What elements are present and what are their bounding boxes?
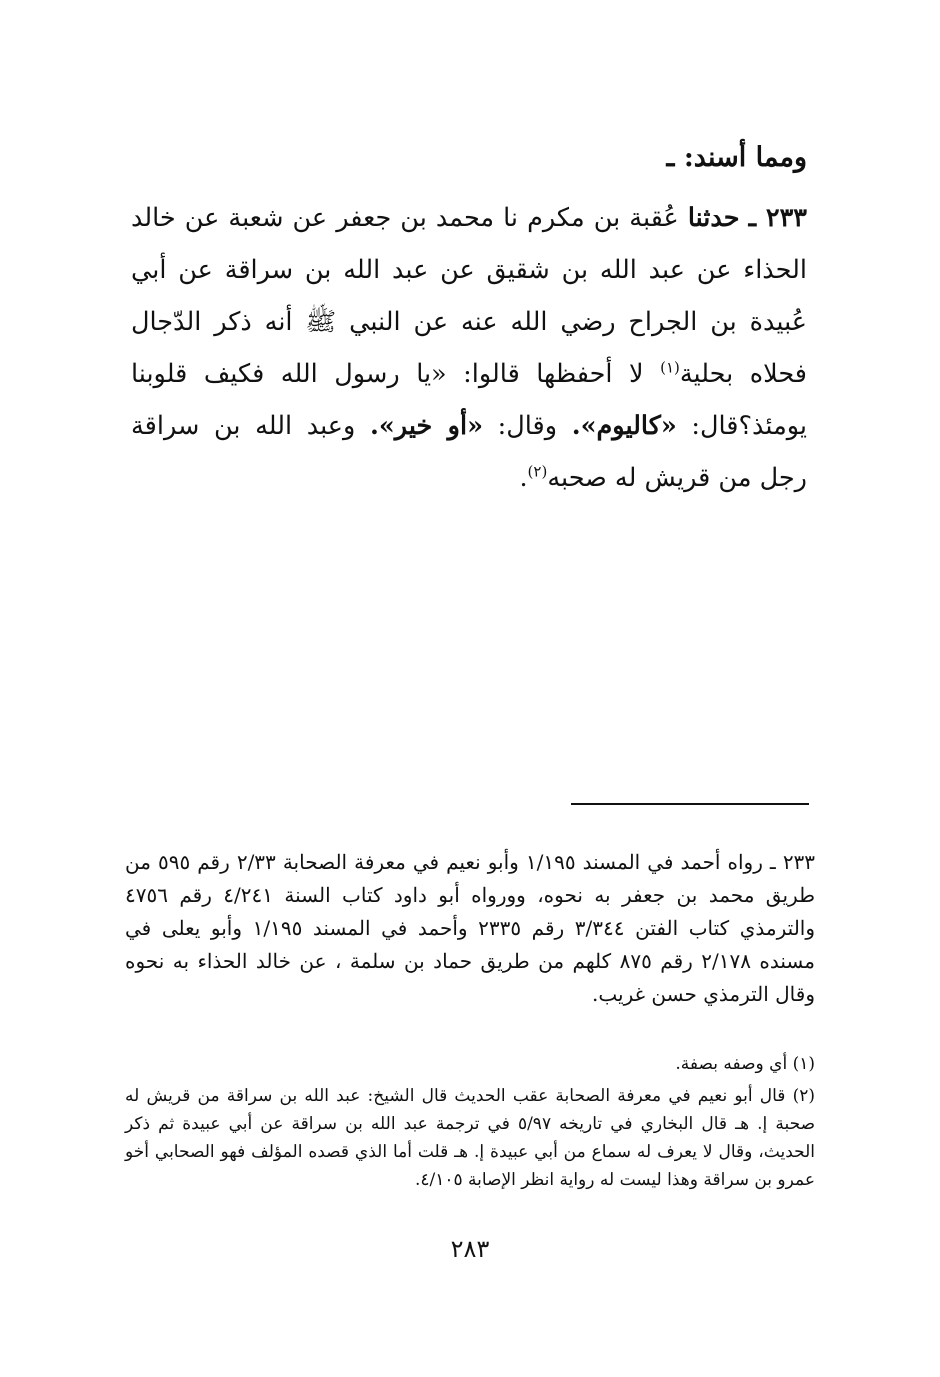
hadith-quote-2: «أو خير». <box>369 411 484 441</box>
hadith-text-part-1: عُقبة بن مكرم نا محمد بن جعفر عن شعبة عن خالد الحذاء عن عبد الله بن شقيق عن عبد الله بن سراقة عن أبي عُبيدة بن الجراح رضي الله عنه عن النبي ﷺ أنه ذكر الدّجال فحلاه بحلية <box>131 203 807 389</box>
footnotes-list <box>125 1050 815 1198</box>
hadith-lead: حدثنا <box>687 203 740 233</box>
takhrij-note: ٢٣٣ ـ رواه أحمد في المسند ١/١٩٥ وأبو نعيم في معرفة الصحابة ٢/٣٣ رقم ٥٩٥ من طريق محمد بن جعفر به نحوه، وورواه أبو داود كتاب السنة ٤/٢٤١ رقم ٤٧٥٦ والترمذي كتاب الفتن ٣/٣٤٤ رقم ٢٣٣٥ وأحمد في المسند ١/١٩٥ وأبو يعلى في مسنده ٢/١٧٨ رقم ٨٧٥ كلهم من طريق حماد بن سلمة ، عن خالد الحذاء به نحوه وقال الترمذي حسن غريب. <box>125 850 816 1006</box>
footnote-marker-2: (٢) <box>527 462 548 481</box>
hadith-text-part-5: . <box>519 463 528 493</box>
page-number: ٢٨٣ <box>450 1235 490 1263</box>
hadith-text-part-3: وقال: <box>497 411 558 441</box>
hadith-number: ٢٣٣ ـ <box>748 203 807 233</box>
hadith-text-part-4: وعبد الله بن سراقة رجل من قريش له صحبه <box>131 411 807 493</box>
hadith-quote-1: «كاليوم». <box>571 411 677 441</box>
hadith-text-part-2: لا أحفظها قالوا: «يا رسول الله فكيف قلوبنا يومئذ؟قال: <box>131 359 808 441</box>
section-heading: ومما أسند: ـ <box>666 142 807 173</box>
hadith-text <box>131 192 807 504</box>
footnote-2: (٢) قال أبو نعيم في معرفة الصحابة عقب الحديث قال الشيخ: عبد الله بن سراقة من قريش له صحبة إ. هـ قال البخاري في تاريخه ٥/٩٧ في ترجمة عبد الله بن سراقة عن أبي عبيدة ثم ذكر الحديث، وقال لا يعرف له سماع من أبي عبيدة إ. هـ قلت أما الذي قصده المؤلف فهو الصحابي أخو عمرو بن سراقة وهذا ليست له رواية انظر الإصابة ٤/١٠٥. <box>125 1086 816 1190</box>
footnote-divider <box>571 803 809 805</box>
footnote-1: (١) أي وصفه بصفة. <box>675 1054 815 1074</box>
footnote-marker-1: (١) <box>660 358 680 377</box>
